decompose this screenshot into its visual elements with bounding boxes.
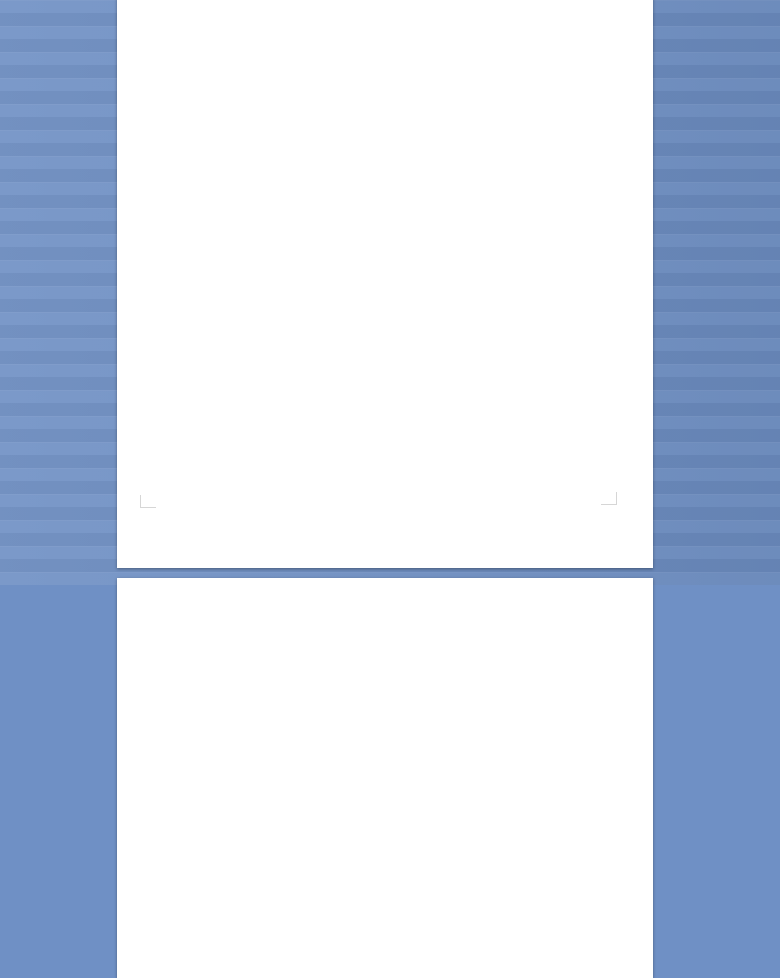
document-page-2 xyxy=(117,578,653,978)
margin-corner-mark-bottom-left xyxy=(140,495,156,508)
margin-corner-mark-bottom-right xyxy=(601,492,617,505)
document-page-1 xyxy=(117,0,653,568)
